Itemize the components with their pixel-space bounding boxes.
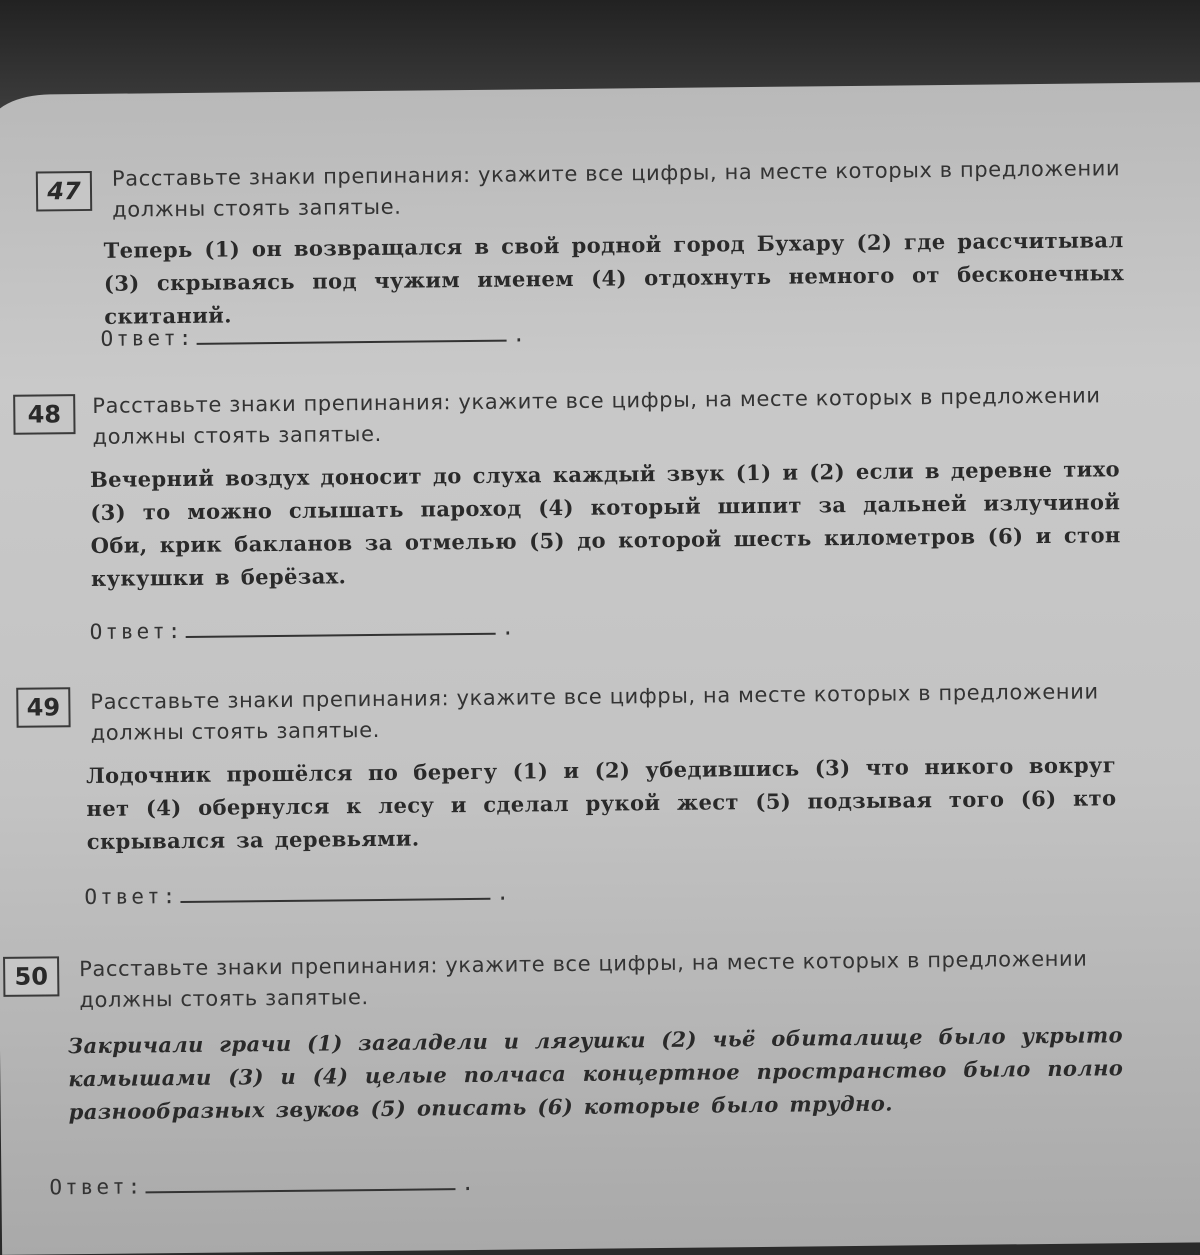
answer-row <box>100 321 528 350</box>
answer-label: Ответ: <box>84 884 179 910</box>
task-sentence: Лодочник прошёлся по берегу (1) и (2) убедившись (3) что никого вокруг нет (4) обернулся к лесу и сделал рукой жест (5) подзывая того (6) кто скрывался за деревьями. <box>86 752 1117 855</box>
answer-field[interactable] <box>196 322 506 345</box>
task-instruction: Расставьте знаки препинания: укажите все цифры, на месте которых в предложении должны стоять запятые. <box>92 383 1101 449</box>
task-number: 50 <box>3 956 59 997</box>
task-sentence: Закричали грачи (1) загалдели и лягушки (2) чьё обиталище было укрыто камышами (3) и (4) целые полчаса концертное пространство было полно разнообразных звуков (5) описать (6) которые было трудно. <box>67 1022 1124 1125</box>
answer-label: Ответ: <box>49 1174 144 1200</box>
answer-row <box>84 880 512 909</box>
answer-field[interactable] <box>145 1170 455 1193</box>
answer-label: Ответ: <box>100 325 195 351</box>
answer-label: Ответ: <box>89 619 184 644</box>
answer-row <box>49 1170 477 1199</box>
answer-end: . <box>501 615 518 640</box>
task-sentence: Вечерний воздух доносит до слуха каждый звук (1) и (2) если в деревне тихо (3) то можно слышать пароход (4) который шипит за дальней излучиной Оби, крик бакланов за отмелью (5) до которой шесть километров (6) и стон кукушки в берёзах. <box>89 456 1121 591</box>
answer-row <box>89 615 517 644</box>
task-sentence: Теперь (1) он возвращался в свой родной город Бухару (2) где рассчитывал (3) скрываясь под чужим именем (4) отдохнуть немного от бесконечных скитаний. <box>103 227 1125 329</box>
task-instruction: Расставьте знаки препинания: укажите все цифры, на месте которых в предложении должны стоять запятые. <box>111 156 1121 222</box>
answer-end: . <box>496 880 513 905</box>
answer-end: . <box>512 322 529 347</box>
task-number: 47 <box>36 171 92 212</box>
task-instruction: Расставьте знаки препинания: укажите все цифры, на месте которых в предложении должны стоять запятые. <box>79 946 1088 1013</box>
task-number: 49 <box>16 687 70 728</box>
task-number: 48 <box>13 394 75 435</box>
answer-end: . <box>461 1170 478 1196</box>
answer-field[interactable] <box>180 880 490 903</box>
answer-field[interactable] <box>185 615 495 638</box>
task-instruction: Расставьте знаки препинания: укажите все цифры, на месте которых в предложении должны стоять запятые. <box>90 679 1099 745</box>
worksheet-page <box>0 82 1200 1255</box>
